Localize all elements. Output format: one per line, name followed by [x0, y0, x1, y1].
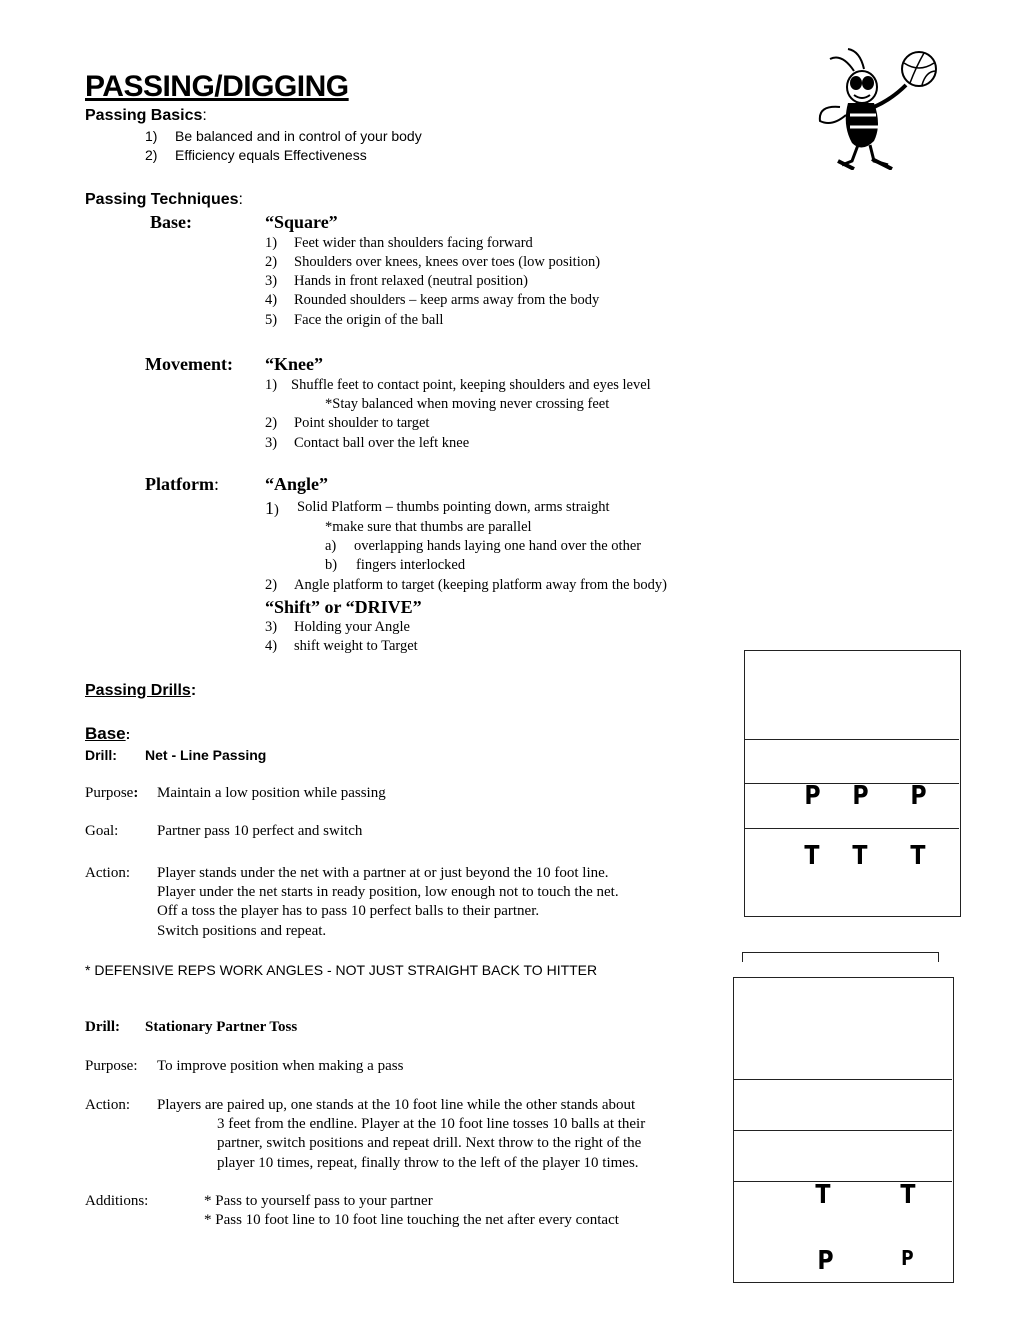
drill1-goal: Partner pass 10 perfect and switch — [157, 823, 363, 839]
drill1-action-line: Switch positions and repeat. — [157, 923, 327, 939]
list-item — [325, 557, 466, 574]
list-item — [265, 619, 410, 636]
passing-basics-colon: : — [202, 107, 207, 124]
platform-colon: : — [213, 474, 219, 494]
list-item — [265, 312, 444, 329]
list-num: 1) — [265, 235, 278, 251]
passer-marker: P — [817, 1246, 834, 1276]
platform-label — [145, 474, 219, 495]
court-line — [745, 739, 959, 740]
court-line — [734, 1181, 952, 1182]
drill2-label: Drill: — [85, 1019, 120, 1035]
drill1-label: Drill: — [85, 747, 117, 763]
tosser-marker: T — [815, 1180, 831, 1210]
drill2-action-line: player 10 times, repeat, finally throw to the left of the player 10 times. — [217, 1155, 639, 1171]
list-text: overlapping hands laying one hand over the other — [354, 538, 642, 554]
drill1-purpose-label — [85, 785, 138, 802]
passing-techniques-colon: : — [238, 191, 243, 208]
list-text: Contact ball over the left knee — [294, 435, 470, 451]
drill1-name: Net - Line Passing — [145, 747, 267, 763]
drill2-action-line: Players are paired up, one stands at the 10 foot line while the other stands about — [157, 1097, 636, 1113]
list-text: Face the origin of the ball — [294, 312, 444, 328]
tosser-marker: T — [910, 841, 926, 871]
drill2-name: Stationary Partner Toss — [145, 1019, 298, 1035]
drill2-addition: * Pass 10 foot line to 10 foot line touching the net after every contact — [204, 1212, 619, 1228]
passer-marker: P — [901, 1246, 914, 1270]
drills-base-label: Base — [85, 724, 126, 743]
court-diagram-1 — [744, 650, 961, 917]
list-num-paren: ) — [274, 502, 279, 518]
drill1-action-line: Player stands under the net with a partner at or just beyond the 10 foot line. — [157, 865, 609, 881]
list-text: Efficiency equals Effectiveness — [175, 147, 367, 163]
passing-drills-label: Passing Drills — [85, 682, 191, 699]
list-item — [145, 147, 367, 163]
drill1-action-line: Player under the net starts in ready position, low enough not to touch the net. — [157, 884, 619, 900]
list-text: Be balanced and in control of your body — [175, 128, 422, 144]
list-text: Point shoulder to target — [294, 415, 430, 431]
list-item — [265, 498, 610, 519]
list-item — [265, 577, 667, 594]
list-text: Shuffle feet to contact point, keeping shoulders and eyes level — [291, 377, 651, 393]
page-title: PASSING/DIGGING — [85, 70, 349, 103]
drill2-additions-label: Additions: — [85, 1193, 149, 1209]
purpose-label-text: Purpose — [85, 785, 134, 801]
list-item — [265, 435, 470, 452]
list-num: 3) — [265, 273, 278, 289]
hornet-mascot-icon — [812, 45, 942, 170]
purpose-colon: : — [133, 785, 139, 801]
list-text: fingers interlocked — [356, 557, 466, 573]
movement-label: Movement: — [145, 354, 233, 374]
net-bracket — [742, 952, 939, 962]
list-note: *make sure that thumbs are parallel — [325, 519, 532, 535]
list-num: 2) — [145, 147, 158, 163]
passer-marker: P — [852, 781, 869, 811]
tosser-marker: T — [804, 841, 820, 871]
list-text: Rounded shoulders – keep arms away from the body — [294, 292, 600, 308]
movement-keyword: “Knee” — [265, 354, 323, 374]
list-note: *Stay balanced when moving never crossing feet — [325, 396, 610, 412]
list-item — [265, 273, 528, 290]
drill2-action-label: Action: — [85, 1097, 130, 1113]
court-line — [745, 828, 959, 829]
list-num: 2) — [265, 577, 278, 593]
list-item — [265, 235, 533, 252]
list-text: Holding your Angle — [294, 619, 410, 635]
passing-basics-label: Passing Basics — [85, 107, 203, 124]
platform-label-text: Platform — [145, 474, 214, 494]
list-num: 1 — [265, 498, 274, 518]
list-item — [265, 292, 600, 309]
list-num: 1) — [265, 377, 278, 393]
tosser-marker: T — [852, 841, 868, 871]
list-num: 2) — [265, 254, 278, 270]
platform-keyword: “Angle” — [265, 474, 328, 494]
base-keyword: “Square” — [265, 212, 338, 232]
list-text: Solid Platform – thumbs pointing down, arms straight — [297, 499, 610, 515]
tosser-marker: T — [900, 1180, 916, 1210]
passing-techniques-label: Passing Techniques — [85, 191, 239, 208]
passing-drills-heading — [85, 682, 196, 700]
list-text: Shoulders over knees, knees over toes (low position) — [294, 254, 601, 270]
list-num: 1) — [145, 128, 158, 144]
list-text: Angle platform to target (keeping platform away from the body) — [294, 577, 667, 593]
passing-drills-colon: : — [190, 682, 197, 699]
list-num: 3) — [265, 619, 278, 635]
list-text: Hands in front relaxed (neutral position) — [294, 273, 528, 289]
passer-marker: P — [910, 781, 927, 811]
drill1-goal-label: Goal: — [85, 823, 119, 839]
passing-techniques-heading — [85, 191, 243, 209]
passing-basics-heading — [85, 107, 207, 125]
court-diagram-2 — [733, 977, 954, 1283]
drills-base-colon: : — [125, 726, 131, 742]
list-text: shift weight to Target — [294, 638, 418, 654]
drill2-addition: * Pass to yourself pass to your partner — [204, 1193, 433, 1209]
list-item — [265, 415, 430, 432]
list-item — [145, 128, 422, 144]
list-num: 4) — [265, 638, 278, 654]
drill1-purpose: Maintain a low position while passing — [157, 785, 386, 801]
court-line — [734, 1079, 952, 1080]
drill1-action-line: Off a toss the player has to pass 10 perfect balls to their partner. — [157, 903, 540, 919]
base-label: Base: — [150, 212, 192, 232]
list-num: 3) — [265, 435, 278, 451]
list-num: 4) — [265, 292, 278, 308]
list-item — [265, 377, 651, 394]
drill2-purpose: To improve position when making a pass — [157, 1058, 404, 1074]
list-num: a) — [325, 538, 337, 554]
court-line — [734, 1130, 952, 1131]
drill1-note: * DEFENSIVE REPS WORK ANGLES - NOT JUST STRAIGHT BACK TO HITTER — [85, 962, 598, 978]
list-item — [265, 254, 601, 271]
drill2-action-line: 3 feet from the endline. Player at the 10 foot line tosses 10 balls at their — [217, 1116, 646, 1132]
shift-heading: “Shift” or “DRIVE” — [265, 597, 422, 617]
passer-marker: P — [804, 781, 821, 811]
hornet-mascot-logo — [812, 45, 942, 170]
list-num: b) — [325, 557, 338, 573]
drill1-action-label: Action: — [85, 865, 130, 881]
drill2-purpose-label: Purpose: — [85, 1058, 138, 1074]
list-item — [265, 638, 418, 655]
list-item — [325, 538, 642, 555]
list-text: Feet wider than shoulders facing forward — [294, 235, 533, 251]
list-num: 5) — [265, 312, 278, 328]
drills-base-heading — [85, 724, 130, 744]
drill2-action-line: partner, switch positions and repeat drill. Next throw to the right of the — [217, 1135, 642, 1151]
list-num: 2) — [265, 415, 278, 431]
